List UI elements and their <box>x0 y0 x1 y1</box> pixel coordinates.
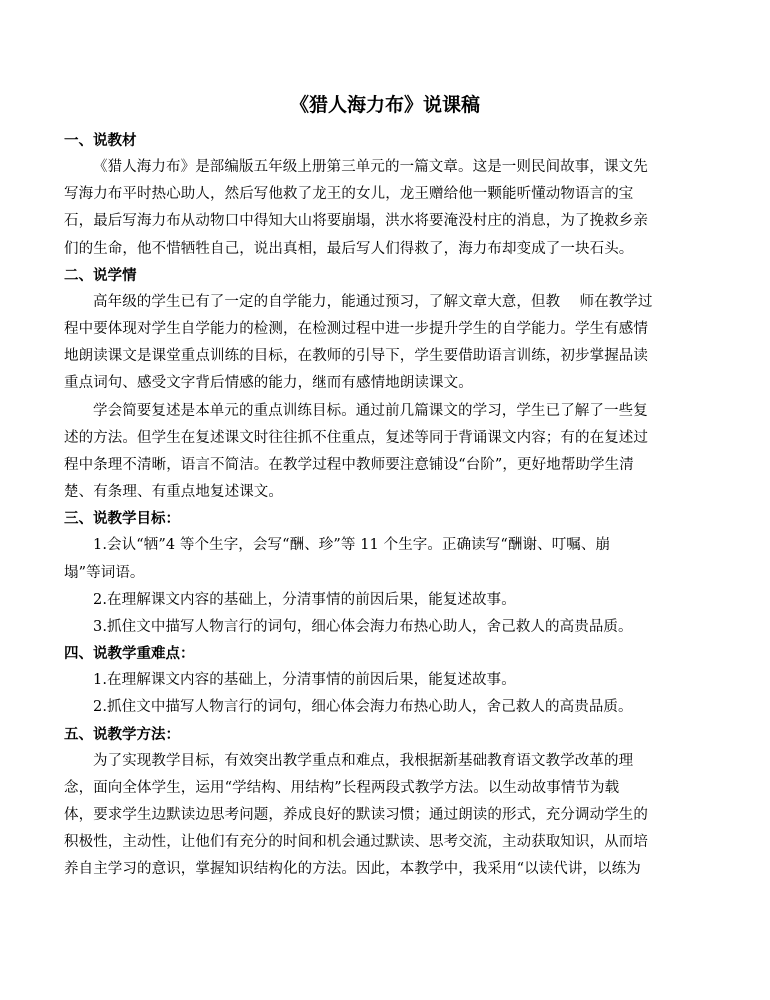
text-line: 体，要求学生边默读边思考问题，养成良好的默读习惯；通过朗读的形式，充分调动学生的 <box>64 807 648 824</box>
section-heading-zhongnandian: 四、说教学重难点： <box>64 645 195 663</box>
text-line: 们的生命，他不惜牺牲自己，说出真相，最后写人们得救了，海力布却变成了一块石头。 <box>64 240 634 257</box>
section-heading-fangfa: 五、说教学方法： <box>64 725 180 743</box>
paragraph <box>64 587 710 614</box>
text-line: 2.在理解课文内容的基础上，分清事情的前因后果，能复述故事。 <box>93 591 516 608</box>
text-line: 1.会认“牺”4 等个生字，会写“酬、珍”等 11 个生字。正确读写“酬谢、叮嘱、崩 <box>93 537 611 554</box>
paragraph <box>64 532 710 586</box>
text-line: 述的方法。但学生在复述课文时往往抓不住重点，复述等同于背诵课文内容；有的在复述过 <box>64 429 648 446</box>
section-heading-mubiao: 三、说教学目标： <box>64 510 180 528</box>
text-line: 念，面向全体学生，运用“学结构、用结构”长程两段式教学方法。以生动故事情节为载 <box>64 779 620 796</box>
text-line: 塌”等词语。 <box>64 564 145 581</box>
text-line: 积极性，主动性，让他们有充分的时间和机会通过默读、思考交流，主动获取知识，从而培 <box>64 834 648 851</box>
document-body <box>64 128 710 884</box>
text-line: 《猎人海力布》是部编版五年级上册第三单元的一篇文章。这是一则民间故事，课文先 <box>93 159 648 175</box>
text-line: 1.在理解课文内容的基础上，分清事情的前因后果，能复述故事。 <box>93 672 516 689</box>
text-line: 写海力布平时热心助人，然后写他救了龙王的女儿，龙王赠给他一颗能听懂动物语言的宝 <box>64 186 634 203</box>
text-line: 楚、有条理、有重点地复述课文。 <box>64 484 283 501</box>
paragraph <box>64 694 710 721</box>
paragraph <box>64 289 710 398</box>
paragraph <box>64 154 710 263</box>
text-line: 3.抓住文中描写人物言行的词句，细心体会海力布热心助人，舍己救人的高贵品质。 <box>93 619 633 636</box>
paragraph <box>64 398 710 507</box>
text-line: 程中条理不清晰，语言不简洁。在教学过程中教师要注意铺设“台阶”，更好地帮助学生清 <box>64 457 634 474</box>
text-line: 石，最后写海力布从动物口中得知大山将要崩塌，洪水将要淹没村庄的消息，为了挽救乡亲 <box>64 213 648 230</box>
text-line: 为了实现教学目标，有效突出教学重点和难点，我根据新基础教育语文教学改革的理 <box>93 752 634 769</box>
section-heading-jiaocai: 一、说教材 <box>64 132 137 149</box>
text-line: 养自主学习的意识，掌握知识结构化的方法。因此，本教学中，我采用“以读代讲，以练为 <box>64 861 641 878</box>
text-line: 高年级的学生已有了一定的自学能力，能通过预习，了解文章大意，但教 师在教学过 <box>93 293 653 310</box>
text-line: 学会简要复述是本单元的重点训练目标。通过前几篇课文的学习，学生已了解了一些复 <box>93 402 648 419</box>
text-line: 程中要体现对学生自学能力的检测，在检测过程中进一步提升学生的自学能力。学生有感情 <box>64 321 648 338</box>
text-line: 2.抓住文中描写人物言行的词句，细心体会海力布热心助人，舍己救人的高贵品质。 <box>93 699 633 716</box>
paragraph <box>64 614 710 641</box>
paragraph <box>64 748 710 884</box>
section-heading-xueqing: 二、说学情 <box>64 266 137 284</box>
paragraph <box>64 667 710 694</box>
text-line: 地朗读课文是课堂重点训练的目标，在教师的引导下，学生要借助语言训练，初步掌握品读 <box>64 348 648 365</box>
text-line: 重点词句、感受文字背后情感的能力，继而有感情地朗读课文。 <box>64 375 473 392</box>
document-title: 《猎人海力布》说课稿 <box>289 94 480 116</box>
